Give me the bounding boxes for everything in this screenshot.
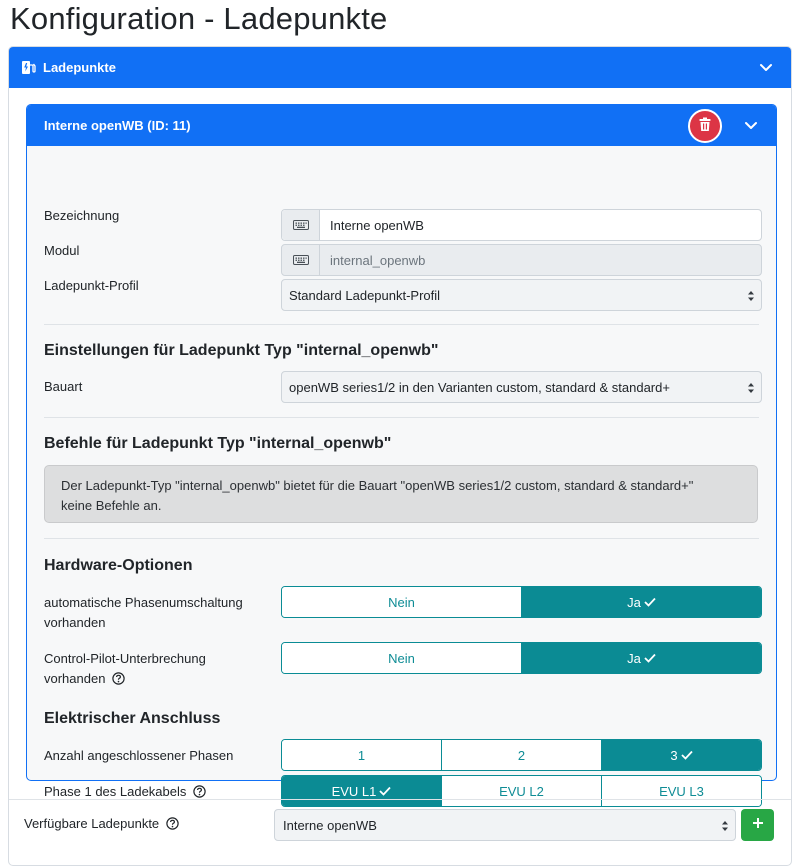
charging-station-icon [21, 60, 37, 76]
nein-label: Nein [388, 594, 415, 610]
phases-3-button[interactable] [602, 740, 761, 770]
available-chargepoints-row [24, 806, 784, 840]
control-pilot-label [44, 649, 206, 691]
phase1-label: Phase 1 des Ladekabels [44, 784, 187, 799]
check-icon [641, 651, 656, 666]
page-title: Konfiguration - Ladepunkte [10, 1, 388, 36]
available-chargepoints-label: Verfügbare Ladepunkte [24, 816, 160, 831]
control-pilot-label-line2: vorhanden [44, 671, 106, 686]
electric-heading: Elektrischer Anschluss [44, 710, 221, 727]
ladepunkt-profil-select[interactable] [281, 279, 762, 311]
phase-switch-label [44, 593, 243, 633]
available-chargepoints-value: Interne openWB [283, 817, 377, 833]
control-pilot-toggle [281, 642, 762, 674]
profil-value: Standard Ladepunkt-Profil [289, 287, 441, 303]
evu-l3-label: EVU L3 [659, 783, 704, 799]
ja-label: Ja [627, 594, 641, 610]
control-pilot-nein-button[interactable] [282, 643, 522, 673]
evu-l1-button[interactable] [282, 776, 442, 806]
nein-label: Nein [388, 650, 415, 666]
chevron-down-icon[interactable] [759, 60, 773, 74]
available-chargepoints-select[interactable] [274, 809, 736, 841]
ladepunkte-card-title: Ladepunkte [43, 60, 116, 75]
phases-3-label: 3 [670, 747, 678, 763]
evu-l2-label: EVU L2 [499, 783, 544, 799]
phase1-label-wrap [44, 782, 206, 804]
bezeichnung-value: Interne openWB [330, 217, 424, 233]
available-chargepoints-label-wrap [24, 816, 179, 833]
phases-2-label: 2 [517, 747, 526, 763]
profil-label: Ladepunkt-Profil [44, 278, 139, 293]
plus-icon [752, 816, 764, 834]
evu-l3-button[interactable] [602, 776, 761, 806]
bezeichnung-label: Bezeichnung [44, 208, 120, 223]
keyboard-icon [282, 210, 320, 240]
control-pilot-ja-button[interactable] [522, 643, 761, 673]
help-circle-icon[interactable] [112, 671, 125, 691]
check-icon [376, 784, 391, 799]
phase1-toggle [281, 775, 762, 807]
phases-2-button[interactable] [442, 740, 602, 770]
ladepunkte-card-header[interactable] [9, 47, 791, 88]
chevron-down-icon[interactable] [744, 118, 758, 132]
help-circle-icon[interactable] [166, 817, 179, 833]
alert-line-2: keine Befehle an. [61, 498, 162, 513]
commands-info-alert [44, 465, 758, 523]
delete-button[interactable] [688, 109, 722, 143]
select-arrows-icon [747, 381, 755, 395]
phase-switch-label-line2: vorhanden [44, 615, 106, 630]
ja-label: Ja [627, 650, 641, 666]
modul-label: Modul [44, 243, 80, 258]
evu-l2-button[interactable] [442, 776, 602, 806]
check-icon [678, 748, 693, 763]
modul-input [281, 244, 762, 276]
commands-heading: Befehle für Ladepunkt Typ "internal_openwb" [44, 435, 392, 452]
chargepoint-card-title: Interne openWB (ID: 11) [44, 118, 191, 133]
settings-heading: Einstellungen für Ladepunkt Typ "internal_openwb" [44, 342, 439, 359]
ladepunkte-card [8, 46, 792, 866]
alert-line-1: Der Ladepunkt-Typ "internal_openwb" bietet für die Bauart "openWB series1/2 custom, standard & standard+" [61, 478, 694, 493]
phases-toggle [281, 739, 762, 771]
evu-l1-label: EVU L1 [331, 783, 377, 799]
help-circle-icon[interactable] [193, 784, 206, 804]
divider [44, 324, 759, 325]
divider [9, 799, 791, 800]
hardware-heading: Hardware-Optionen [44, 557, 193, 574]
divider [44, 417, 759, 418]
chargepoint-card [26, 104, 777, 799]
divider [44, 538, 759, 539]
phases-1-label: 1 [357, 747, 366, 763]
phase-switch-label-line1: automatische Phasenumschaltung [44, 595, 243, 610]
select-arrows-icon [747, 289, 755, 303]
phase-switch-toggle [281, 586, 762, 618]
bezeichnung-input[interactable] [281, 209, 762, 241]
bauart-label: Bauart [44, 379, 83, 394]
add-chargepoint-button[interactable] [741, 809, 774, 841]
phases-1-button[interactable] [282, 740, 442, 770]
phase-switch-nein-button[interactable] [282, 587, 522, 617]
keyboard-icon [282, 245, 320, 275]
bauart-select[interactable] [281, 371, 762, 403]
phases-label: Anzahl angeschlossener Phasen [44, 748, 234, 763]
trash-icon [698, 117, 712, 135]
control-pilot-label-line1: Control-Pilot-Unterbrechung [44, 651, 206, 666]
bauart-value: openWB series1/2 in den Varianten custom, standard & standard+ [289, 379, 670, 395]
select-arrows-icon [721, 819, 729, 833]
check-icon [641, 595, 656, 610]
chargepoint-card-header[interactable] [27, 105, 776, 146]
phase-switch-ja-button[interactable] [522, 587, 761, 617]
modul-value: internal_openwb [330, 252, 426, 268]
